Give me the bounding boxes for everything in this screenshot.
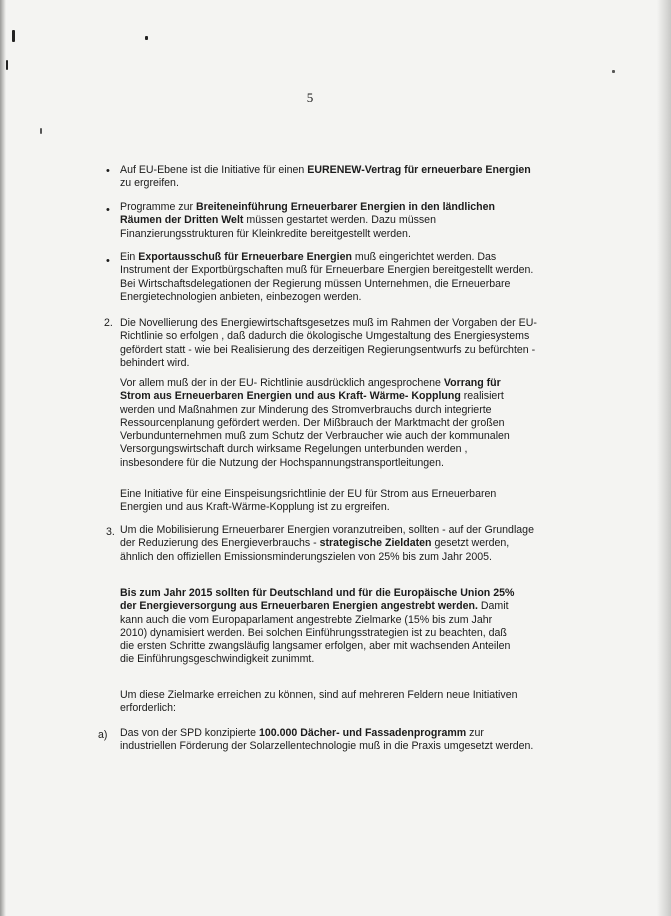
text-run: Ein xyxy=(120,251,139,263)
text-run: Auf EU-Ebene ist die Initiative für einen xyxy=(120,164,308,176)
text-run-bold: strategische Zieldaten xyxy=(319,537,432,550)
text-run: Um diese Zielmarke erreichen zu können, sind auf mehreren Feldern neue Initiativen erforderlich: xyxy=(120,689,518,715)
bullet-dot: • xyxy=(106,204,110,216)
text-run: Vor allem muß der in der EU- Richtlinie ausdrücklich angesprochene xyxy=(120,377,444,389)
text-run: muß eingerichtet werden. Das Instrument der Exportbürgschaften muß für Erneuerbare Energien bereitgestellt werden. Bei Wirtschaftsdelegationen der Regierung müssen Unternehmen, die Erneuerbare Energietechnologien anbieten, einbezogen werden. xyxy=(120,251,534,303)
text-run: Das von der SPD konzipierte xyxy=(120,727,259,739)
text-run: zur industriellen Förderung der Solarzellentechnologie muß in die Praxis umgesetzt werden. xyxy=(120,727,534,753)
bullet-dot: • xyxy=(106,165,110,177)
text-run: Um die Mobilisierung Erneuerbarer Energien voranzutreiben, sollten - auf der Grundlage der Reduzierung des Energieverbrauchs - xyxy=(120,524,534,550)
item-3-paragraph-3 xyxy=(120,689,540,716)
item-2-paragraph-3 xyxy=(120,488,540,515)
text-run: Damit kann auch die vom Europaparlament angestrebte Zielmarke (15% bis zum Jahr 2010) dynamisiert werden. Bei solchen Einführungsstrategien ist zu beachten, daß die ersten Schritte zwangsläufig langsamer erfolgen, aber mit wachsenden Anteilen die Einführungsgeschwindigkeit zunimmt. xyxy=(120,600,511,666)
bullet-item-1 xyxy=(120,164,540,191)
item-2-paragraph-2 xyxy=(120,377,520,470)
text-run: Programme zur xyxy=(120,201,196,213)
scan-speck xyxy=(145,36,148,40)
item-3-paragraph-2 xyxy=(120,587,515,667)
scan-speck xyxy=(612,70,615,73)
scan-speck xyxy=(40,128,42,134)
text-run-bold: Bis zum Jahr 2015 sollten für Deutschland und für die Europäische Union 25% der Energieversorgung aus Erneuerbaren Energien angestrebt werden. xyxy=(120,587,515,613)
text-run: Eine Initiative für eine Einspeisungsrichtlinie der EU für Strom aus Erneuerbaren Energien und aus Kraft-Wärme-Kopplung ist zu ergreifen. xyxy=(120,488,497,514)
scan-speck xyxy=(6,60,8,70)
text-run-bold: Exportausschuß für Erneuerbare Energien xyxy=(138,251,352,263)
text-run-bold: Breiteneinführung Erneuerbarer Energien in den ländlichen Räumen der Dritten Welt xyxy=(120,201,495,227)
bullet-dot: • xyxy=(106,255,110,267)
item-marker: 2. xyxy=(104,317,113,329)
scan-edge-right xyxy=(657,0,671,916)
text-run: realisiert werden und Maßnahmen zur Minderung des Stromverbrauchs durch integrierte Ressourcenplanung gefördert werden. Der Mißbrauch der Marktmacht der großen Verbundunternehmen muß zum Schutz der Verbraucher wie auch der kommunalen Versorgungswirtschaft durch wirksame Regelungen unterbunden werden , insbesondere für die Nutzung der Hochspannungstransportleitungen. xyxy=(120,390,510,469)
item-3-paragraph-1 xyxy=(120,524,540,564)
text-run: zu ergreifen. xyxy=(120,177,179,190)
text-run-bold: EURENEW-Vertrag für erneuerbare Energien xyxy=(307,164,531,176)
text-run-bold: 100.000 Dächer- und Fassadenprogramm xyxy=(258,727,467,739)
scan-edge-left xyxy=(0,0,6,916)
bullet-item-2 xyxy=(120,201,530,241)
item-a-paragraph-1 xyxy=(120,727,540,754)
text-run: Die Novellierung des Energiewirtschaftsgesetzes muß im Rahmen der Vorgaben der EU- Richtlinie so erfolgen , daß dadurch die ökologische Umgestaltung des Energiesystems gefördert statt - wie bei Realisierung des derzeitigen Regierungsentwurfs zu befürchten - behindert wird. xyxy=(120,317,537,369)
text-run-bold: Vorrang für Strom aus Erneuerbaren Energien und aus Kraft- Wärme- Kopplung xyxy=(120,377,501,403)
text-run: gesetzt werden, ähnlich den offiziellen Emissionsminderungszielen von 25% bis zum Jahr 2005. xyxy=(120,537,510,563)
bullet-item-3 xyxy=(120,251,540,304)
text-run: müssen gestartet werden. Dazu müssen Finanzierungsstrukturen für Kleinkredite bereitgestellt werden. xyxy=(120,214,436,240)
item-marker: a) xyxy=(98,729,108,741)
item-marker: 3. xyxy=(106,526,115,538)
page-number: 5 xyxy=(306,90,314,105)
item-2-paragraph-1 xyxy=(120,317,540,370)
scan-speck xyxy=(12,30,15,42)
